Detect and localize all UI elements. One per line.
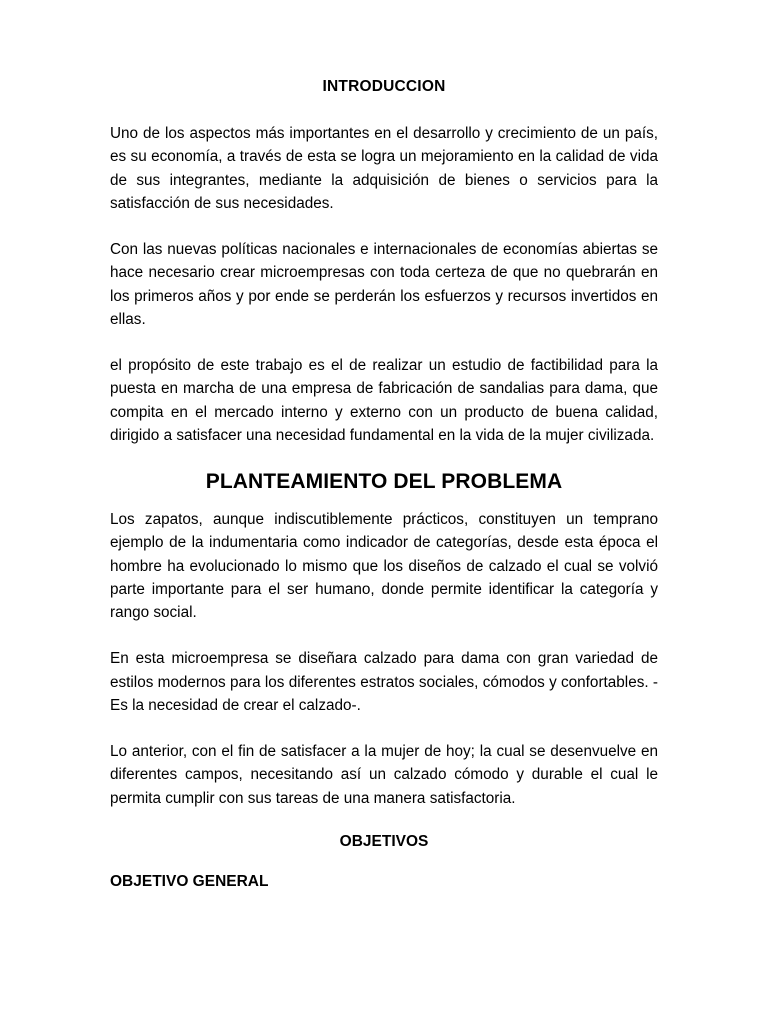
paragraph-problema-1: Los zapatos, aunque indiscutiblemente prácticos, constituyen un temprano ejemplo de la indumentaria como indicador de categorías, desde esta época el hombre ha evolucionado lo mismo que los diseños de calzado el cual se volvió parte importante para el ser humano, donde permite identificar la categoría y rango social. [110, 511, 658, 621]
paragraph-problema-3: Lo anterior, con el fin de satisfacer a la mujer de hoy; la cual se desenvuelve en diferentes campos, necesitando así un calzado cómodo y durable el cual le permita cumplir con sus tareas de una manera satisfactoria. [110, 743, 658, 807]
paragraph-intro-2: Con las nuevas políticas nacionales e internacionales de economías abiertas se hace necesario crear microempresas con toda certeza de que no quebrarán en los primeros años y por ende se perderán los esfuerzos y recursos invertidos en ellas. [110, 241, 658, 328]
page-title-introduccion: INTRODUCCION [322, 78, 446, 95]
subsection-title-objetivo-general: OBJETIVO GENERAL [110, 872, 269, 890]
section-title-objetivos: OBJETIVOS [339, 832, 429, 850]
paragraph-problema-2: En esta microempresa se diseñara calzado para dama con gran variedad de estilos modernos para los diferentes estratos sociales, cómodos y confortables. -Es la necesidad de crear el calzado-. [110, 650, 658, 714]
paragraph-intro-1: Uno de los aspectos más importantes en el desarrollo y crecimiento de un país, es su economía, a través de esta se logra un mejoramiento en la calidad de vida de sus integrantes, mediante la adquisición de bienes o servicios para la satisfacción de sus necesidades. [110, 125, 658, 212]
section-title-planteamiento-del-problema: PLANTEAMIENTO DEL PROBLEMA [205, 470, 563, 493]
paragraph-intro-3: el propósito de este trabajo es el de realizar un estudio de factibilidad para la puesta en marcha de una empresa de fabricación de sandalias para dama, que compita en el mercado interno y externo con un producto de buena calidad, dirigido a satisfacer una necesidad fundamental en la vida de la mujer civilizada. [110, 357, 658, 444]
document-body [110, 78, 658, 891]
